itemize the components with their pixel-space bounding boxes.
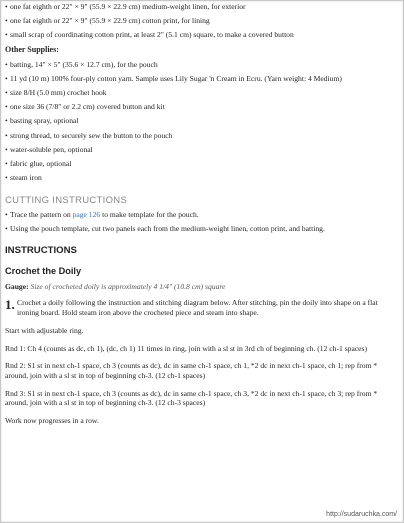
list-item: • water-soluble pen, optional — [5, 145, 397, 155]
list-item: • size 8/H (5.0 mm) crochet hook — [5, 88, 397, 98]
start-text: Start with adjustable ring. — [5, 326, 84, 336]
gauge-value: Size of crocheted doily is approximately 4 1/4" (10.8 cm) square — [30, 282, 226, 292]
list-item: • basting spray, optional — [5, 116, 397, 126]
cutting-text: Trace the pattern on — [10, 209, 73, 219]
list-item: • small scrap of coordinating cotton print, at least 2" (5.1 cm) square, to make a covered button — [5, 30, 397, 40]
row-note: Work now progresses in a row. — [5, 415, 99, 425]
instructions-heading: INSTRUCTIONS — [5, 245, 77, 257]
cutting-instructions-heading: CUTTING INSTRUCTIONS — [5, 194, 128, 206]
list-item: • steam iron — [5, 173, 397, 183]
list-item — [5, 210, 397, 220]
gauge-label: Gauge: — [5, 282, 29, 292]
cutting-text: to make template for the pouch. — [100, 209, 199, 219]
watermark: http://sudaruchka.com/ — [326, 511, 397, 518]
round-3: Rnd 3: S1 st in next ch-1 space, ch 3 (counts as dc), dc in same ch-1 space, ch 3, *2 dc in next ch-1 space, ch 3; rep from * around, join with a sl st in top of beginning ch-3. (12 ch-3 spaces) — [5, 388, 378, 408]
crochet-doily-heading: Crochet the Doily — [5, 266, 82, 277]
gauge-line — [5, 282, 397, 292]
list-item: • Using the pouch template, cut two panels each from the medium-weight linen, cotton print, and batting. — [5, 224, 397, 234]
list-item: • batting, 14" × 5" (35.6 × 12.7 cm), for the pouch — [5, 60, 397, 70]
other-supplies-heading: Other Supplies: — [5, 44, 59, 54]
list-item: • 11 yd (10 m) 100% four-ply cotton yarn. Sample uses Lily Sugar 'n Cream in Ecru. (Yarn weight: 4 Medium) — [5, 74, 397, 84]
page-link[interactable]: page 126 — [72, 209, 101, 219]
step-text: Crochet a doily following the instruction and stitching diagram below. After stitching, pin the doily into shape on a flat ironing board. Hold steam iron above the crocheted piece and steam into shape. — [17, 298, 378, 317]
round-1: Rnd 1: Ch 4 (counts as dc, ch 1), (dc, ch 1) 11 times in ring, join with a sl st in 3rd ch of beginning ch. (12 ch-1 spaces) — [5, 343, 368, 353]
list-item: • one fat eighth or 22" × 9" (55.9 × 22.9 cm) medium-weight linen, for exterior — [5, 2, 397, 12]
materials-list — [5, 1, 397, 40]
step-number: 1. — [5, 297, 15, 313]
list-item: • one size 36 (7/8" or 2.2 cm) covered button and kit — [5, 102, 397, 112]
list-item: • fabric glue, optional — [5, 159, 397, 169]
list-item: • one fat eighth or 22" × 9" (55.9 × 22.9 cm) cotton print, for lining — [5, 16, 397, 26]
cutting-list — [5, 210, 397, 234]
step-1 — [5, 298, 397, 317]
list-item: • strong thread, to securely sew the button to the pouch — [5, 131, 397, 141]
other-supplies-list — [5, 60, 397, 183]
round-2: Rnd 2: S1 st in next ch-1 space, ch 3 (counts as dc), dc in same ch-1 space, ch 1, *2 dc in next ch-1 space, ch 1; rep from * around, join with a sl st in top of beginning ch-3. (12 ch-1 spaces) — [5, 361, 378, 380]
